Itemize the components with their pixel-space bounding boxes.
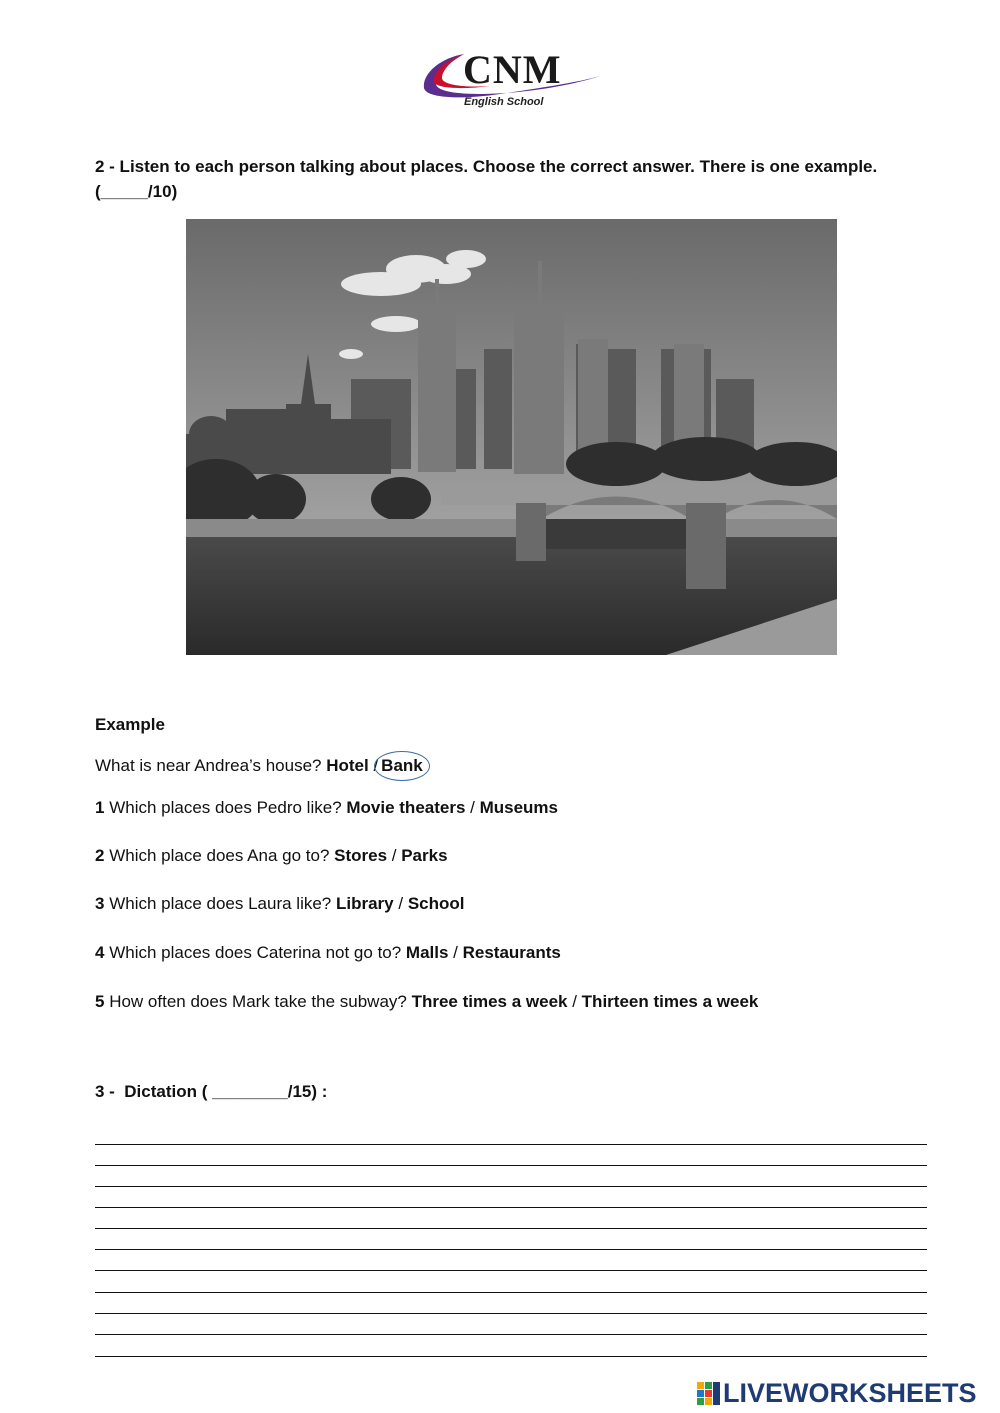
- item-separator: /: [387, 846, 402, 865]
- writing-line[interactable]: [95, 1313, 927, 1314]
- writing-line[interactable]: [95, 1186, 927, 1187]
- item-number: 4: [95, 943, 105, 962]
- liveworksheets-logo-icon: [697, 1382, 721, 1406]
- answer-option-b[interactable]: Restaurants: [462, 943, 561, 962]
- example-question: What is near Andrea’s house?: [95, 756, 327, 775]
- item-number: 2: [95, 846, 105, 865]
- city-skyline-bridge-photo: [186, 219, 837, 655]
- writing-line[interactable]: [95, 1144, 927, 1145]
- item-question: Which places does Pedro like?: [104, 798, 347, 817]
- item-number: 5: [95, 992, 105, 1011]
- item-separator: /: [448, 943, 463, 962]
- answer-option-a[interactable]: Three times a week: [411, 992, 568, 1011]
- answer-option-a[interactable]: Library: [336, 894, 394, 913]
- example-line: [95, 756, 426, 776]
- answer-option-b[interactable]: Parks: [401, 846, 448, 865]
- item-question: How often does Mark take the subway?: [104, 992, 412, 1011]
- liveworksheets-brand: [697, 1378, 993, 1410]
- writing-line[interactable]: [95, 1356, 927, 1357]
- answer-option-b[interactable]: Museums: [479, 798, 559, 817]
- answer-option-b[interactable]: Thirteen times a week: [581, 992, 759, 1011]
- question-item-3: [95, 894, 464, 914]
- example-heading: Example: [95, 715, 165, 734]
- item-number: 1: [95, 798, 105, 817]
- question-item-5: [95, 992, 758, 1012]
- question-item-1: [95, 798, 558, 818]
- school-logo: [420, 46, 605, 116]
- example-separator: /: [368, 756, 379, 775]
- answer-option-a[interactable]: Malls: [405, 943, 449, 962]
- question-item-2: [95, 846, 448, 866]
- item-separator: /: [465, 798, 480, 817]
- writing-line[interactable]: [95, 1249, 927, 1250]
- writing-line[interactable]: [95, 1165, 927, 1166]
- writing-line[interactable]: [95, 1270, 927, 1271]
- item-separator: /: [393, 894, 408, 913]
- example-option-hotel[interactable]: Hotel: [326, 756, 369, 775]
- item-separator: /: [567, 992, 582, 1011]
- question-2-title: 2 - Listen to each person talking about places. Choose the correct answer. There is one example. (_____/10): [95, 157, 878, 201]
- example-option-bank-circled[interactable]: Bank: [374, 751, 430, 781]
- writing-line[interactable]: [95, 1334, 927, 1335]
- writing-line[interactable]: [95, 1228, 927, 1229]
- answer-option-a[interactable]: Stores: [334, 846, 388, 865]
- question-item-4: [95, 943, 561, 963]
- item-number: 3: [95, 894, 105, 913]
- item-question: Which place does Laura like?: [104, 894, 336, 913]
- question-3-title: 3 - Dictation ( ________/15) :: [95, 1082, 328, 1101]
- item-question: Which places does Caterina not go to?: [104, 943, 406, 962]
- writing-line[interactable]: [95, 1292, 927, 1293]
- liveworksheets-wordmark: LIVEWORKSHEETS: [723, 1378, 977, 1408]
- answer-option-a[interactable]: Movie theaters: [346, 798, 466, 817]
- answer-option-b[interactable]: School: [407, 894, 465, 913]
- item-question: Which place does Ana go to?: [104, 846, 335, 865]
- writing-line[interactable]: [95, 1207, 927, 1208]
- logo-title: CNM: [463, 47, 562, 92]
- logo-subtitle: English School: [464, 96, 544, 108]
